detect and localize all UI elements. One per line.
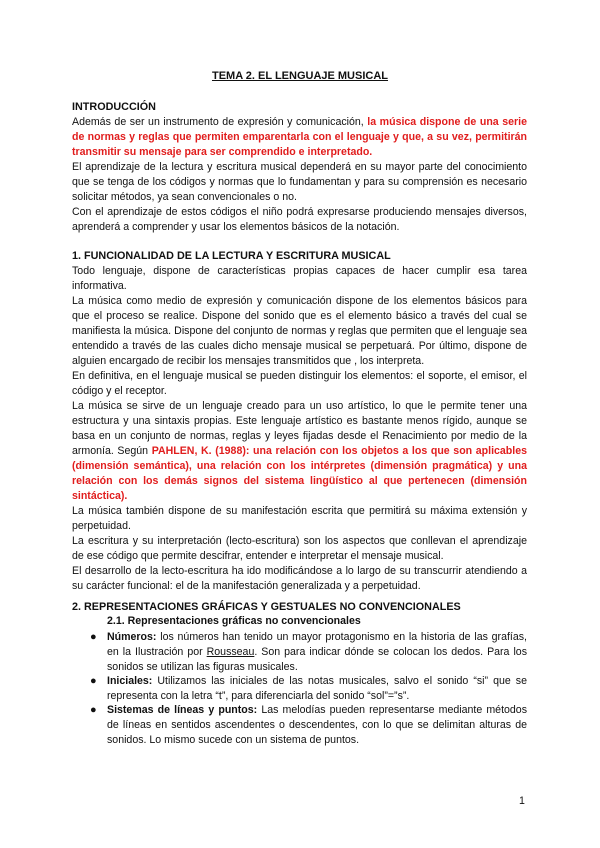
s1-paragraph-3: En definitiva, en el lenguaje musical se pueden distinguir los elementos: el soporte, el emisor, el código y el receptor. (72, 370, 527, 397)
s1-paragraph-7: El desarrollo de la lecto-escritura ha ido modificándose a lo largo de su transcurrir atendiendo a su carácter funcional: el de la manifestación generalizada y a perpetuidad. (72, 565, 527, 592)
bullet-iniciales: ● Iniciales: Utilizamos las iniciales de las notas musicales, salvo el sonido “si” que se representa con la letra “t”, para diferenciarla del sonido “sol”=”s”. (90, 675, 527, 702)
rousseau-link: Rousseau (206, 646, 255, 658)
intro-section (72, 100, 527, 235)
intro-paragraph-2: El aprendizaje de la lectura y escritura musical dependerá en su mayor parte del conocimiento que se tenga de los códigos y normas que lo fundamentan y para su comprensión es necesario solicitar métodos, ya sean convencionales o no. (72, 161, 527, 203)
intro-highlight: la música dispone de una serie de normas y reglas que permiten emparentarla con el lenguaje y que, a su vez, permitirán transmitir su mensaje para ser comprendido e interpretado. (72, 116, 527, 158)
section-1 (72, 249, 527, 594)
bullet-sistemas: ● Sistemas de líneas y puntos: Las melodías pueden representarse mediante métodos de líneas en sentidos ascendentes o descendentes, con lo que se delimitan alturas de sonidos. Lo mismo sucede con un sistema de puntos. (90, 704, 527, 746)
s1-paragraph-1: Todo lenguaje, dispone de características propias capaces de hacer cumplir esa tarea informativa. (72, 265, 527, 292)
bullet-dot-icon: ● (90, 675, 97, 687)
pahlen-citation: PAHLEN, K. (1988): una relación con los objetos a los que son aplicables (dimensión semántica), una relación con los intérpretes (dimensión pragmática) y una relación con los demás signos del sistema lingüístico al que pertenecen (dimensión sintáctica). (72, 445, 527, 502)
bullet-dot-icon: ● (90, 704, 97, 716)
intro-paragraph-3: Con el aprendizaje de estos códigos el niño podrá expresarse produciendo mensajes diversos, aprenderá a comprender y usar los elementos básicos de la notación. (72, 206, 527, 233)
s1-paragraph-4: La música se sirve de un lenguaje creado para un uso artístico, lo que le permite tener una estructura y una sintaxis propias. Este lenguaje artístico es bastante menos rígido, aunque se basa en un conjunto de normas, reglas y leyes fijadas desde el Renacimiento por medio de la armonía. Según PAHLEN, K. (1988): una relación con los objetos a los que son aplicables (dimensión semántica), una relación con los intérpretes (dimensión pragmática) y una relación con los demás signos del sistema lingüístico al que pertenecen (dimensión sintáctica). (72, 400, 527, 502)
subsection-2-1-heading: 2.1. Representaciones gráficas no convencionales (107, 615, 361, 627)
bullet-numeros: ● Números: los números han tenido un mayor protagonismo en la historia de las grafías, en la Ilustración por Rousseau. Son para indicar dónde se colocan los dedos. Para los sonidos se utilizan las figuras musicales. (90, 631, 527, 673)
bullet-dot-icon: ● (90, 631, 97, 643)
s1-paragraph-5: La música también dispone de su manifestación escrita que permitirá su máxima extensión y perpetuidad. (72, 505, 527, 532)
s1-paragraph-2: La música como medio de expresión y comunicación dispone de los elementos básicos para que el proceso se realice. Dispone del sonido que es el elemento básico a través del cual se manifiesta la música. Dispone del conjunto de normas y reglas que permiten que el lenguaje sea entendido a través de las cuales dicho mensaje musical se perpetuará. Por último, dispone de alguien encargado de recibir los mensajes transmitidos que , los interpreta. (72, 295, 527, 367)
section-1-heading: 1. FUNCIONALIDAD DE LA LECTURA Y ESCRITURA MUSICAL (72, 250, 391, 262)
intro-paragraph-1: Además de ser un instrumento de expresión y comunicación, la música dispone de una serie de normas y reglas que permiten emparentarla con el lenguaje y que, a su vez, permitirán transmitir su mensaje para ser comprendido e interpretado. (72, 116, 527, 158)
s1-paragraph-6: La escritura y su interpretación (lecto-escritura) son los aspectos que conllevan el aprendizaje de ese código que permite descifrar, entender e interpretar el mensaje musical. (72, 535, 527, 562)
section-2-heading: 2. REPRESENTACIONES GRÁFICAS Y GESTUALES NO CONVENCIONALES (72, 601, 461, 613)
intro-heading: INTRODUCCIÓN (72, 101, 156, 113)
page-number: 1 (519, 795, 525, 807)
page-title: TEMA 2. EL LENGUAJE MUSICAL (211, 70, 389, 82)
